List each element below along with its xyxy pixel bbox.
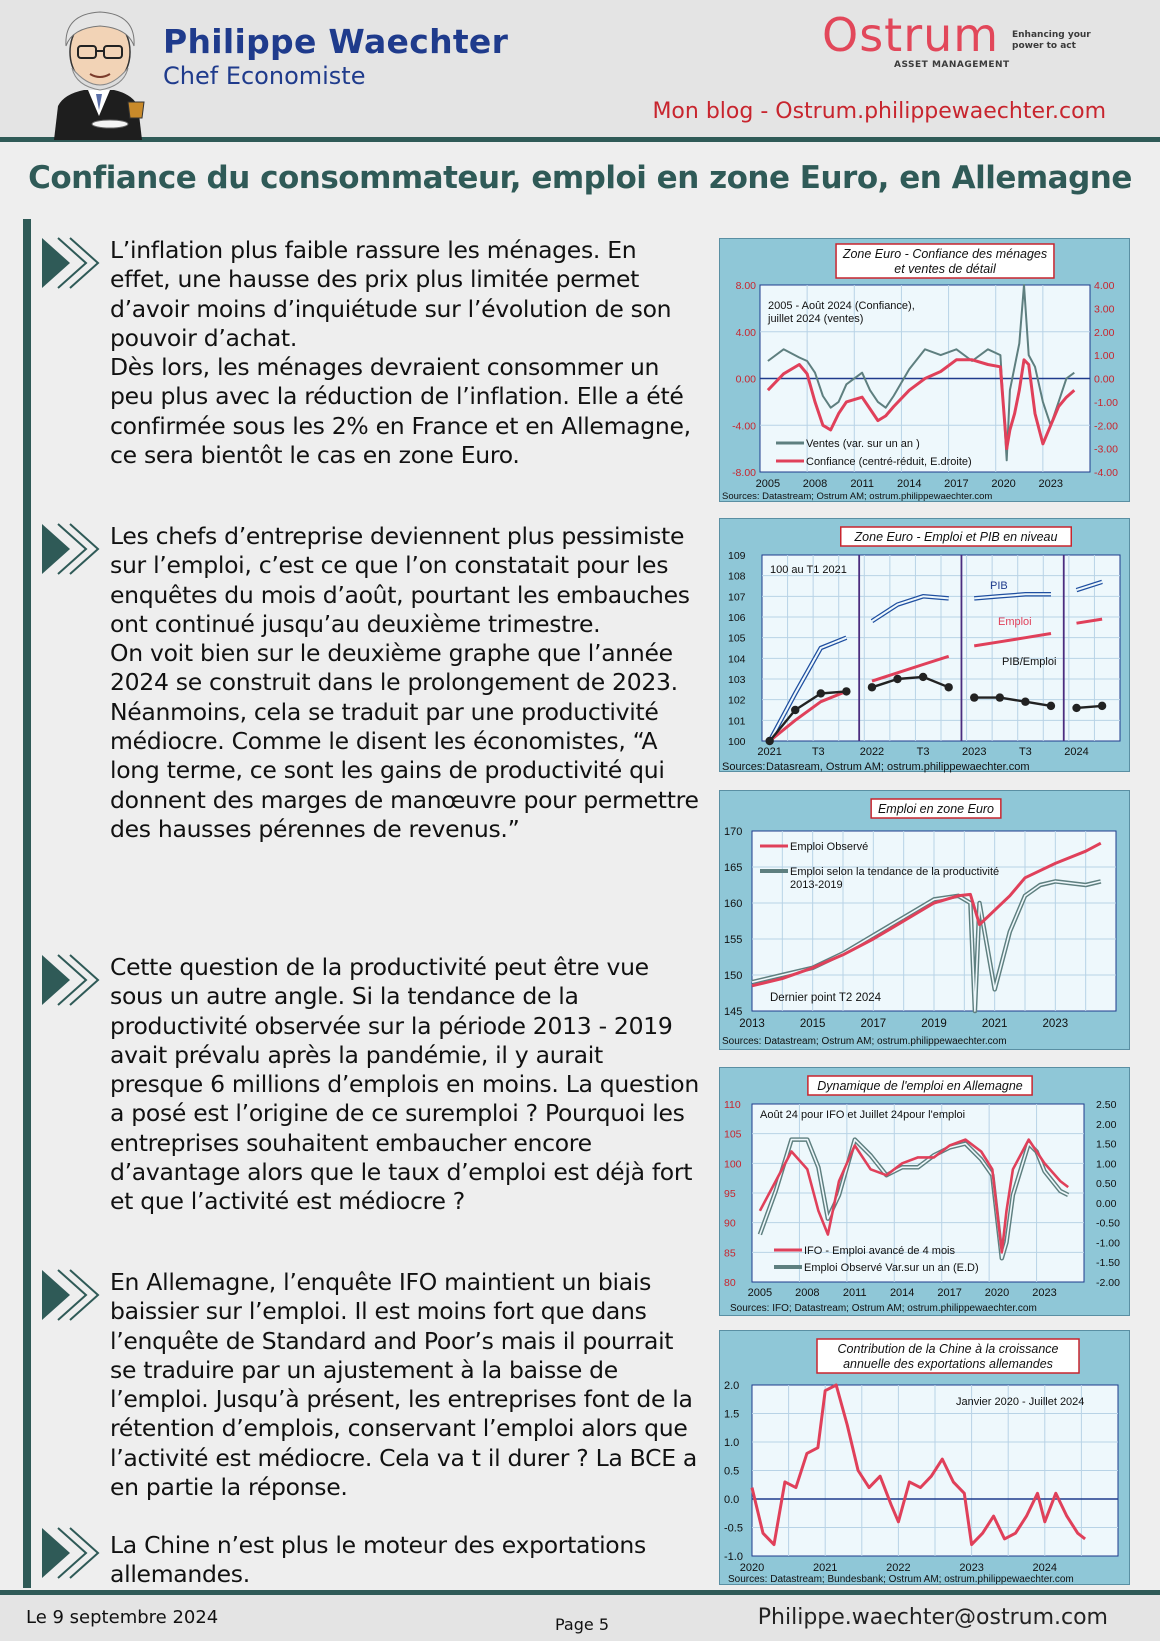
y-tick-left: 100: [724, 1158, 742, 1171]
y-tick: 2.0: [724, 1380, 740, 1392]
paragraph-line: On voit bien sur le deuxième graphe que l’année 2024 se construit dans le prolongement de 2023.: [110, 639, 678, 697]
data-point: [868, 683, 876, 691]
y-tick-right: -1.00: [1096, 1237, 1120, 1250]
y-tick: 145: [724, 1006, 743, 1018]
chart-source-label: Sources:: [722, 761, 766, 773]
y-tick-right: 1.00: [1094, 350, 1115, 363]
x-tick: 2023: [1042, 1018, 1069, 1030]
logo-tagline: Enhancing your power to act: [1012, 30, 1091, 51]
paragraph-4: [110, 1268, 700, 1502]
chart-title: Zone Euro - Confiance des ménages: [842, 247, 1048, 261]
chart-emploi-zone-euro: [719, 790, 1130, 1050]
x-tick: 2008: [802, 478, 828, 490]
paragraph-line: La Chine n’est plus le moteur des exportations allemandes.: [110, 1531, 646, 1589]
paragraph-line: L’inflation plus faible rassure les ménages. En effet, une hausse des prix plus limitée permet d’avoir moins d’inquiétude sur l’évolution de son pouvoir d’achat.: [110, 236, 672, 352]
paragraph-line: En Allemagne, l’enquête IFO maintient un biais baissier sur l’emploi. Il est moins fort que dans l’enquête de Standard and Poor’s mais il pourrait se traduire par un ajustement à la baisse de l’emploi. Jusqu’à présent, les entreprises font de la rétention d’emplois, conservant l’emploi alors que l’activité est médiocre. Cela va t il durer ? La BCE a en partie la réponse.: [110, 1268, 698, 1502]
legend-label: IFO - Emploi avancé de 4 mois: [804, 1245, 956, 1257]
data-point: [817, 689, 825, 697]
chart-annotation: Janvier 2020 - Juillet 2024: [956, 1396, 1085, 1408]
data-point: [919, 673, 927, 681]
x-tick: 2020: [991, 478, 1016, 490]
left-accent-bar: [23, 219, 31, 1588]
legend-label: Confiance (centré-réduit, E.droite): [806, 456, 972, 468]
y-tick-right: 2.00: [1096, 1118, 1117, 1131]
y-tick: 108: [728, 570, 746, 583]
y-tick-right: 2.00: [1094, 326, 1115, 339]
y-tick-right: 3.00: [1094, 303, 1115, 316]
chart-emploi-allemagne: [719, 1067, 1130, 1316]
x-tick: 2022: [859, 746, 885, 758]
x-tick: 2021: [757, 746, 782, 758]
y-tick: -0.5: [724, 1522, 743, 1535]
y-tick-right: 0.50: [1096, 1178, 1117, 1191]
y-tick-right: -2.00: [1096, 1277, 1120, 1289]
chart-svg: [720, 239, 1131, 503]
author-email-link[interactable]: Philippe.waechter@ostrum.com: [757, 1605, 1108, 1630]
x-tick: 2014: [897, 478, 922, 490]
chart-svg: [720, 519, 1131, 773]
series-label-pib-emploi: PIB/Emploi: [1002, 656, 1057, 668]
data-point: [1098, 702, 1106, 710]
y-tick: 1.5: [724, 1408, 740, 1421]
x-tick: 2017: [937, 1287, 962, 1299]
data-point: [996, 693, 1004, 701]
y-tick-left: 0.00: [735, 373, 756, 386]
ostrum-logo: [822, 8, 1091, 72]
chart-title: Dynamique de l'emploi en Allemagne: [817, 1079, 1023, 1093]
x-tick: 2017: [860, 1018, 887, 1030]
y-tick-right: 1.00: [1096, 1158, 1117, 1171]
chart-title: Contribution de la Chine à la croissance: [837, 1342, 1059, 1356]
y-tick: 0.5: [724, 1465, 740, 1478]
y-tick: 100: [728, 736, 746, 748]
legend-label: Emploi Observé Var.sur un an (E.D): [804, 1262, 979, 1274]
chart-title: et ventes de détail: [894, 262, 996, 276]
y-tick-right: -1.00: [1094, 396, 1118, 409]
y-tick-right: -0.50: [1096, 1217, 1120, 1230]
chart-annotation: Dernier point T2 2024: [770, 992, 882, 1004]
x-tick: 2023: [962, 746, 987, 758]
chevron-bullet-icon: [40, 1268, 102, 1322]
y-tick-left: 110: [724, 1099, 741, 1111]
chart-annotation: Août 24 pour IFO et Juillet 24pour l'emploi: [760, 1109, 966, 1121]
y-tick-left: -4.00: [732, 420, 756, 433]
series-label-pib: PIB: [990, 580, 1008, 592]
x-tick: 2023: [1032, 1287, 1057, 1299]
y-tick-right: -2.00: [1094, 420, 1118, 433]
chart-annotation: juillet 2024 (ventes): [768, 313, 864, 325]
chart-title: annuelle des exportations allemandes: [843, 1357, 1053, 1371]
chevron-bullet-icon: [40, 953, 102, 1007]
y-tick: 102: [728, 694, 746, 707]
chart-svg: [720, 1068, 1131, 1317]
y-tick: 1.0: [724, 1437, 740, 1449]
paragraph-2: [110, 522, 700, 844]
y-tick-left: 95: [724, 1188, 736, 1200]
footer-date: Le 9 septembre 2024: [26, 1607, 219, 1628]
paragraph-1: [110, 236, 700, 470]
paragraph-line: Dès lors, les ménages devraient consommer un peu plus avec la réduction de l’inflation. Elle a été confirmée sous les 2% en France et en Allemagne, ce sera bientôt le cas en zone Euro.: [110, 353, 691, 470]
x-tick: 2022: [886, 1562, 911, 1574]
x-tick: 2024: [1064, 746, 1089, 758]
y-tick: 160: [724, 898, 743, 910]
author-name: Philippe Waechter: [163, 22, 509, 61]
chart-source: Sources: Datastream; Bundesbank; Ostrum AM; ostrum.philippewaechter.com: [728, 1574, 1074, 1585]
x-tick: 2021: [981, 1018, 1008, 1030]
legend-label: Ventes (var. sur un an ): [806, 438, 920, 450]
paragraph-5: [110, 1531, 700, 1590]
y-tick: 170: [724, 826, 743, 838]
x-tick: 2017: [944, 478, 969, 490]
x-tick: 2005: [747, 1287, 773, 1299]
x-tick: 2014: [889, 1287, 915, 1299]
y-tick-right: 4.00: [1094, 280, 1115, 292]
y-tick-left: 105: [724, 1128, 742, 1141]
chart-emploi-pib: [719, 518, 1130, 772]
y-tick-left: 90: [724, 1217, 736, 1230]
y-tick-right: 0.00: [1096, 1197, 1117, 1210]
legend-label: 2013-2019: [790, 879, 843, 891]
y-tick-left: 85: [724, 1247, 736, 1260]
y-tick-right: -3.00: [1094, 443, 1118, 456]
y-tick-left: 4.00: [735, 326, 756, 339]
x-tick: 2005: [755, 478, 781, 490]
chart-confiance-menages: [719, 238, 1130, 502]
y-tick: 150: [724, 970, 743, 982]
page-title: Confiance du consommateur, emploi en zone Euro, en Allemagne: [28, 160, 1132, 196]
x-tick: T3: [811, 746, 825, 758]
logo-name: Ostrum: [822, 8, 1000, 62]
paragraph-line: Néanmoins, cela se traduit par une productivité médiocre. Comme le disent les économistes, “A long terme, ce sont les gains de productivité qui donnent des marges de manœuvre pour permettre des hausses pérennes de revenus.”: [110, 697, 699, 843]
y-tick: 104: [728, 653, 746, 666]
y-tick-right: 1.50: [1096, 1138, 1117, 1151]
page-number: Page 5: [555, 1615, 609, 1634]
data-point: [791, 706, 799, 714]
series-label-emploi: Emploi: [998, 616, 1032, 628]
chevron-bullet-icon: [40, 236, 102, 290]
data-point: [1072, 704, 1080, 712]
x-tick: 2024: [1032, 1562, 1058, 1574]
chevron-bullet-icon: [40, 1526, 102, 1580]
y-tick-right: 2.50: [1096, 1099, 1117, 1111]
data-point: [944, 683, 952, 691]
paragraph-3: [110, 953, 700, 1217]
chart-svg: [720, 1331, 1131, 1586]
x-tick: 2023: [1038, 478, 1063, 490]
chart-annotation: 100 au T1 2021: [770, 564, 847, 576]
chart-source: Sources: Datastream; Ostrum AM; ostrum.philippewaechter.com: [722, 491, 993, 502]
data-point: [1047, 702, 1055, 710]
data-point: [1021, 698, 1029, 706]
x-tick: 2019: [921, 1018, 947, 1030]
y-tick-left: 8.00: [735, 280, 756, 292]
y-tick-left: -8.00: [732, 467, 756, 479]
chart-svg: [720, 791, 1131, 1051]
chart-annotation: 2005 - Août 2024 (Confiance),: [768, 300, 915, 312]
y-tick-right: -4.00: [1094, 467, 1118, 479]
x-tick: 2013: [739, 1018, 765, 1030]
y-tick: 107: [728, 591, 746, 604]
x-tick: 2021: [812, 1562, 838, 1574]
chart-source: Sources: IFO; Datastream; Ostrum AM; ostrum.philippewaechter.com: [730, 1303, 1037, 1314]
data-point: [970, 693, 978, 701]
legend-label: Emploi selon la tendance de la productivité: [790, 866, 1000, 878]
y-tick-right: -1.50: [1096, 1257, 1120, 1270]
x-tick: 2008: [795, 1287, 820, 1299]
x-tick: T3: [1018, 746, 1032, 758]
y-tick-right: 0.00: [1094, 373, 1115, 386]
blog-link[interactable]: Mon blog - Ostrum.philippewaechter.com: [652, 99, 1106, 124]
data-point: [893, 675, 901, 683]
page-header: [0, 0, 1160, 142]
y-tick: 106: [728, 612, 746, 624]
x-tick: 2023: [959, 1562, 984, 1574]
y-tick: 109: [728, 550, 746, 562]
chart-chine-exportations: [719, 1330, 1130, 1585]
x-tick: 2015: [799, 1018, 826, 1030]
y-tick: 101: [728, 715, 746, 728]
page-footer: [0, 1590, 1160, 1641]
chart-title: Emploi en zone Euro: [877, 802, 995, 816]
x-tick: 2020: [984, 1287, 1010, 1299]
y-tick: 165: [724, 862, 743, 874]
chart-title: Zone Euro - Emploi et PIB en niveau: [854, 530, 1058, 544]
y-tick: 155: [724, 934, 743, 946]
y-tick: -1.0: [724, 1551, 743, 1563]
author-caricature-avatar: [44, 6, 154, 140]
x-tick: 2020: [739, 1562, 765, 1574]
logo-subtitle: ASSET MANAGEMENT: [894, 60, 1010, 70]
y-tick: 105: [728, 632, 746, 645]
legend-label: Emploi Observé: [790, 841, 869, 853]
chart-source: Sources: Datastream; Ostrum AM; ostrum.philippewaechter.com: [722, 1036, 1007, 1047]
paragraph-line: Les chefs d’entreprise deviennent plus pessimiste sur l’emploi, c’est ce que l’on constatait pour les enquêtes du mois d’août, pourtant les embauches ont continué jusqu’au deuxième trimestre.: [110, 522, 690, 638]
data-point: [842, 687, 850, 695]
y-tick: 103: [728, 674, 746, 686]
y-tick: 0.0: [724, 1494, 740, 1506]
chevron-bullet-icon: [40, 522, 102, 576]
paragraph-line: Cette question de la productivité peut être vue sous un autre angle. Si la tendance de la productivité observée sur la période 2013 - 2019 avait prévalu après la pandémie, il y aurait presque 6 millions d’emplois en moins. La question a posé est l’origine de ce suremploi ? Pourquoi les entreprises souhaitent embaucher encore d’avantage alors que le taux d’emploi est déjà fort et que l’activité est médiocre ?: [110, 953, 699, 1216]
y-tick-left: 80: [724, 1277, 736, 1289]
chart-source: Datasream, Ostrum AM; ostrum.philippewaechter.com: [766, 761, 1030, 773]
x-tick: T3: [916, 746, 930, 758]
data-point: [765, 737, 773, 745]
x-tick: 2011: [842, 1287, 867, 1299]
author-role: Chef Economiste: [163, 62, 366, 90]
x-tick: 2011: [850, 478, 874, 490]
